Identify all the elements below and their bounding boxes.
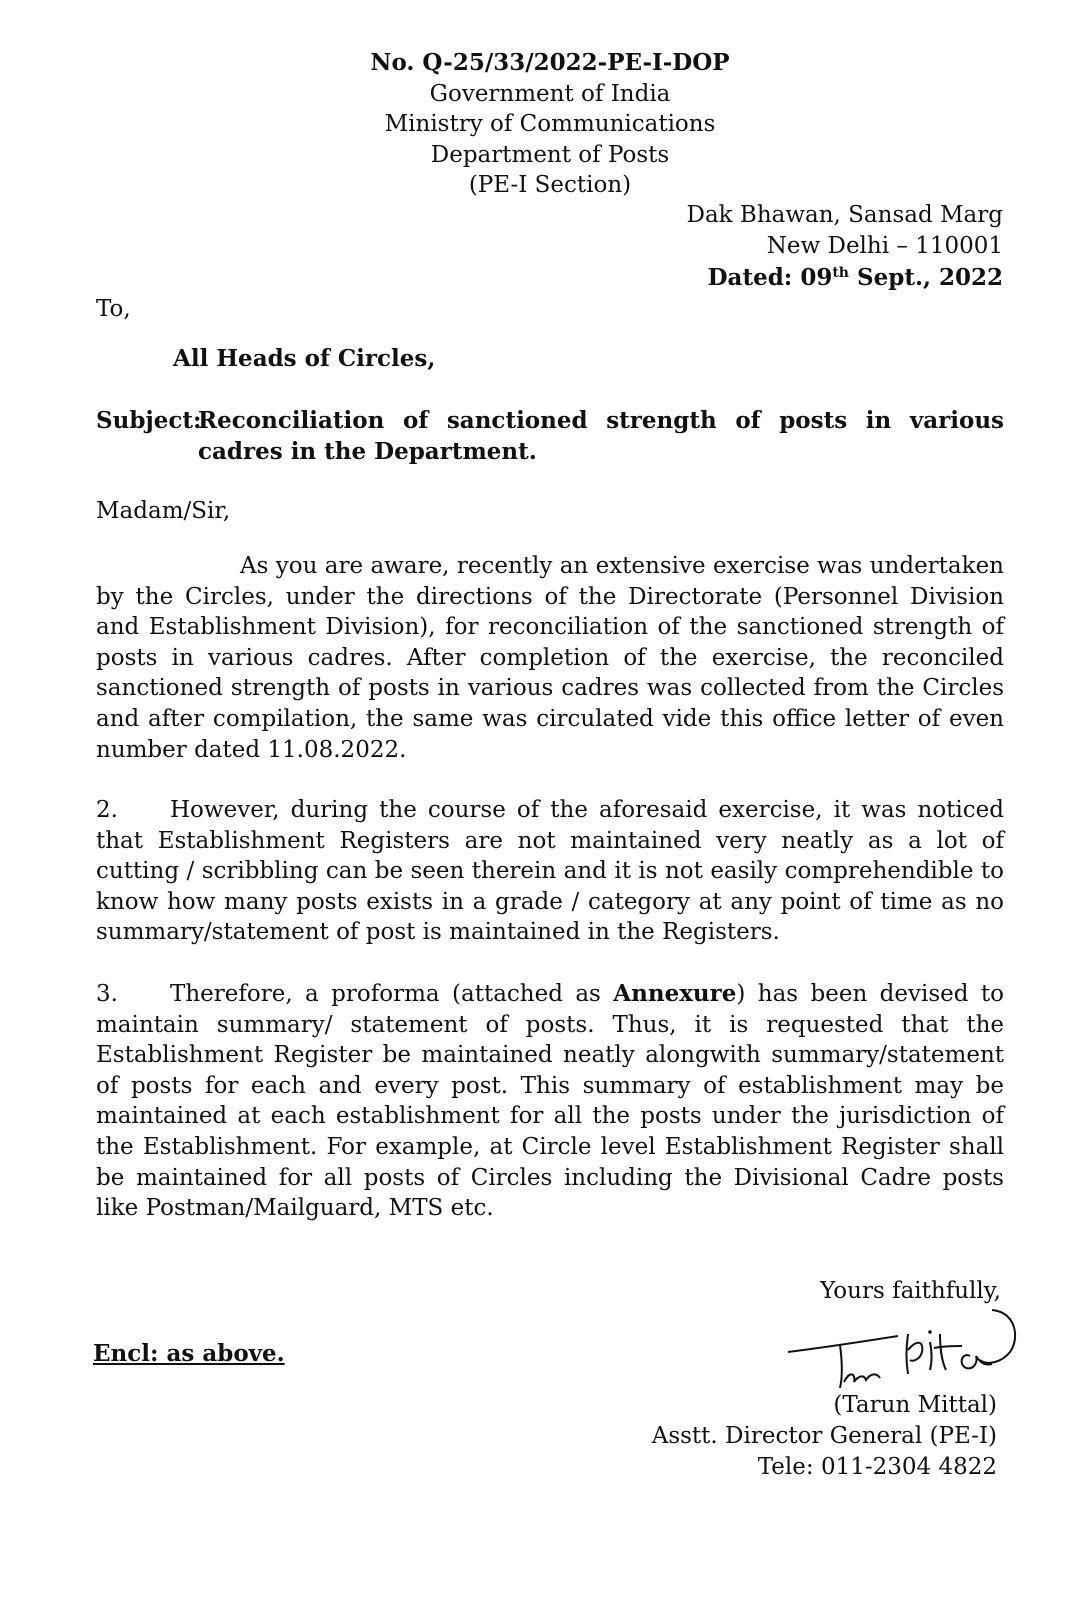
paragraph-3-number: 3. [96, 981, 118, 1007]
handwritten-signature [780, 1290, 1020, 1400]
subject [96, 405, 1004, 467]
date-line [603, 262, 1003, 293]
to-line: To, [96, 296, 131, 322]
government-line: Government of India [429, 80, 671, 107]
paragraph-2-number: 2. [96, 797, 118, 823]
date-suffix: th [832, 265, 849, 281]
paragraph-3-text-b: ) has been devised to maintain summary/ statement of posts. Thus, it is requested that the Establishment Register be maintained neatly alongwith summary/statement of posts for each and every post. This summary of establishment may be maintained at each establishment for all the posts under the jurisdiction of the Establishment. For example, at Circle level Establishment Register shall be maintained for all posts of Circles including the Divisional Cadre posts like Postman/Mailguard, MTS etc. [96, 981, 1004, 1222]
paragraph-2-text: However, during the course of the aforesaid exercise, it was noticed that Establishment Registers are not maintained very neatly as a lot of cutting / scribbling can be seen therein and it is not easily comprehendible to know how many posts exists in a grade / category at any point of time as no summary/statement of post is maintained in the Registers. [96, 797, 1004, 946]
addressee: All Heads of Circles, [173, 345, 436, 372]
sender-address [603, 200, 1003, 293]
department-line: Department of Posts [430, 141, 670, 168]
paragraph-1: As you are aware, recently an extensive exercise was undertaken by the Circles, under the directions of the Directorate (Personnel Division and Establishment Division), for reconciliation of the sanctioned strength of posts in various cadres. After completion of the exercise, the reconciled sanctioned strength of posts in various cadres was collected from the Circles and after compilation, the same was circulated vide this office letter of even number dated 11.08.2022. [96, 553, 1004, 763]
enclosure-note: Encl: as above. [93, 1340, 285, 1367]
salutation: Madam/Sir, [96, 498, 231, 524]
section-line: (PE-I Section) [468, 172, 632, 198]
reference-number: No. Q-25/33/2022-PE-I-DOP [370, 49, 730, 76]
signatory-name: (Tarun Mittal) [833, 1392, 997, 1418]
subject-text: Reconciliation of sanctioned strength of posts in various cadres in the Department. [198, 407, 1004, 465]
paragraph-3-text-a: Therefore, a proforma (attached as [170, 981, 614, 1007]
signatory-phone: Tele: 011-2304 4822 [757, 1454, 997, 1480]
letter-header [340, 48, 760, 201]
subject-label: Subject: [96, 407, 202, 434]
date-month-year: Sept., 2022 [857, 264, 1003, 291]
annexure-reference: Annexure [613, 980, 737, 1007]
signatory-block [577, 1390, 997, 1483]
date-label: Dated: [707, 264, 793, 291]
closing: Yours faithfully, [820, 1278, 1001, 1304]
address-line-1: Dak Bhawan, Sansad Marg [686, 202, 1003, 228]
paragraph-3 [96, 979, 1004, 1224]
date-day: 09 [800, 264, 833, 291]
signatory-designation: Asstt. Director General (PE-I) [651, 1423, 997, 1449]
address-line-2: New Delhi – 110001 [766, 233, 1003, 259]
paragraph-2 [96, 795, 1004, 948]
ministry-line: Ministry of Communications [384, 111, 716, 137]
